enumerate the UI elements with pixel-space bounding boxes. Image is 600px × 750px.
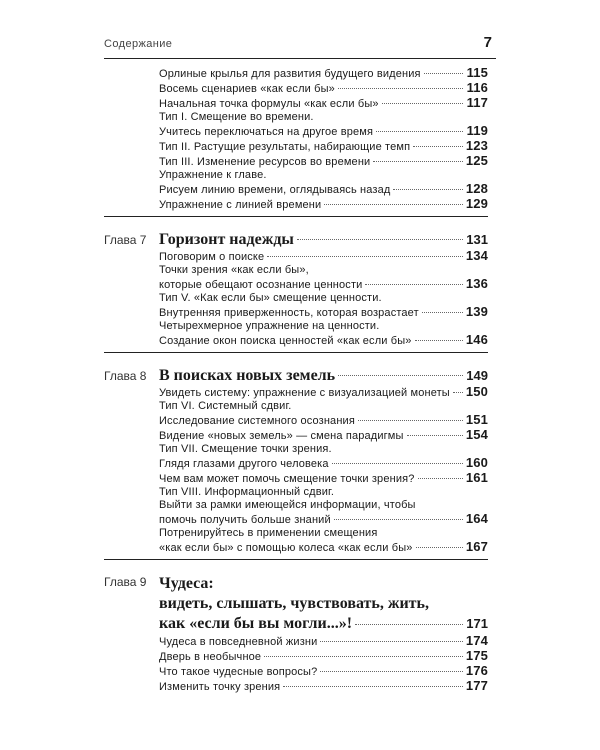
- toc-entry[interactable]: [159, 169, 488, 197]
- toc-entry[interactable]: [159, 634, 488, 649]
- entry-last-line: [159, 413, 488, 428]
- page-ref: 151: [465, 412, 488, 427]
- page-ref: 131: [466, 232, 488, 247]
- header-divider: [104, 58, 496, 59]
- chapter-label: Глава 8: [104, 369, 147, 383]
- page-ref: 128: [465, 181, 488, 196]
- chapter-heading[interactable]: [104, 367, 488, 385]
- entry-text: Дверь в необычное: [159, 651, 262, 663]
- entry-last-line: [159, 124, 488, 139]
- entry-text-line: Тип I. Смещение во времени.: [159, 111, 314, 123]
- entry-last-line: [159, 456, 488, 471]
- page-ref: 123: [465, 138, 488, 153]
- dot-leader: [332, 463, 463, 464]
- dot-leader: [355, 624, 463, 625]
- toc-entry[interactable]: [159, 81, 488, 96]
- toc-section: [104, 367, 488, 560]
- entry-text: как «если бы вы могли...»!: [159, 615, 353, 632]
- page-ref: 154: [465, 427, 488, 442]
- entry-text: «как если бы» с помощью колеса «как если бы»: [159, 542, 413, 554]
- page-number: 7: [483, 34, 492, 51]
- page-ref: 160: [465, 455, 488, 470]
- entry-text: Что такое чудесные вопросы?: [159, 666, 318, 678]
- entry-text: которые обещают осознание ценности: [159, 279, 363, 291]
- page-ref: 115: [466, 65, 488, 80]
- chapter-title-line: видеть, слышать, чувствовать, жить,: [159, 595, 429, 612]
- chapter-title-line: Чудеса:: [159, 575, 214, 592]
- dot-leader: [338, 375, 463, 376]
- toc-entry[interactable]: [159, 139, 488, 154]
- dot-leader: [264, 656, 463, 657]
- page-ref: 116: [466, 80, 488, 95]
- entry-last-line: [159, 428, 488, 443]
- toc-entry[interactable]: [159, 486, 488, 527]
- page-ref: 136: [465, 276, 488, 291]
- page-ref: 161: [465, 470, 488, 485]
- entry-text: Упражнение с линией времени: [159, 199, 322, 211]
- toc-entry[interactable]: [159, 385, 488, 400]
- entry-text: Тип III. Изменение ресурсов во времени: [159, 156, 371, 168]
- entry-text-line: Упражнение к главе.: [159, 169, 267, 181]
- toc-entry[interactable]: [159, 400, 488, 428]
- dot-leader: [358, 420, 463, 421]
- chapter-heading[interactable]: [104, 231, 488, 249]
- entry-text: Учитесь переключаться на другое время: [159, 126, 374, 138]
- dot-leader: [338, 88, 463, 89]
- page-ref: 177: [465, 678, 488, 693]
- entry-text-line: Точки зрения «как если бы»,: [159, 264, 309, 276]
- page-ref: 171: [466, 616, 488, 631]
- toc-section: [104, 574, 488, 698]
- toc-entry[interactable]: [159, 197, 488, 212]
- entry-text-line: Тип VII. Смещение точки зрения.: [159, 443, 332, 455]
- entry-text-line: Потренируйтесь в применении смещения: [159, 527, 378, 539]
- entry-text: Изменить точку зрения: [159, 681, 281, 693]
- page-ref: 174: [465, 633, 488, 648]
- page-ref: 139: [465, 304, 488, 319]
- entry-text: помочь получить больше знаний: [159, 514, 331, 526]
- entry-last-line: [159, 634, 488, 649]
- page-ref: 150: [465, 384, 488, 399]
- dot-leader: [324, 204, 463, 205]
- entry-last-line: [159, 249, 488, 264]
- toc-entry[interactable]: [159, 154, 488, 169]
- entry-text: Орлиные крылья для развития будущего видения: [159, 68, 421, 80]
- entry-last-line: [159, 333, 488, 348]
- dot-leader: [382, 103, 463, 104]
- chapter-label: Глава 9: [104, 575, 147, 589]
- page-ref: 167: [465, 539, 488, 554]
- entry-last-line: [159, 664, 488, 679]
- chapter-title: Горизонт надежды: [159, 231, 294, 248]
- entry-text-line: Тип VI. Системный сдвиг.: [159, 400, 292, 412]
- entry-text: Восемь сценариев «как если бы»: [159, 83, 335, 95]
- entry-last-line: [159, 277, 488, 292]
- dot-leader: [393, 189, 462, 190]
- entry-text: Исследование системного осознания: [159, 415, 355, 427]
- entry-text: Глядя глазами другого человека: [159, 458, 329, 470]
- dot-leader: [334, 519, 463, 520]
- dot-leader: [320, 641, 462, 642]
- dot-leader: [453, 392, 463, 393]
- entry-text: Внутренняя приверженность, которая возрастает: [159, 307, 419, 319]
- toc-entry[interactable]: [159, 428, 488, 443]
- page-ref: 129: [465, 196, 488, 211]
- entry-text: Чудеса в повседневной жизни: [159, 636, 318, 648]
- entry-last-line: [159, 471, 488, 486]
- entry-last-line: [159, 154, 488, 169]
- dot-leader: [407, 435, 463, 436]
- entry-last-line: [159, 81, 488, 96]
- entry-text: Рисуем линию времени, оглядываясь назад: [159, 184, 391, 196]
- entry-text: Тип II. Растущие результаты, набирающие темп: [159, 141, 411, 153]
- entry-text: Создание окон поиска ценностей «как если бы»: [159, 335, 412, 347]
- page-ref: 146: [465, 332, 488, 347]
- entry-text: Увидеть систему: упражнение с визуализацией монеты: [159, 387, 450, 399]
- toc-entry[interactable]: [159, 527, 488, 555]
- page-ref: 176: [465, 663, 488, 678]
- page-ref: 117: [466, 95, 488, 110]
- toc-entry[interactable]: [159, 649, 488, 664]
- entry-last-line: [159, 614, 488, 634]
- toc-entry[interactable]: [159, 66, 488, 81]
- chapter-heading[interactable]: [104, 574, 488, 634]
- toc-section: [104, 231, 488, 353]
- entry-last-line: [159, 139, 488, 154]
- page-ref: 125: [465, 153, 488, 168]
- dot-leader: [424, 73, 463, 74]
- toc-entry[interactable]: [159, 471, 488, 486]
- entry-text-line: Четырехмерное упражнение на ценности.: [159, 320, 380, 332]
- toc-section: [104, 66, 488, 217]
- dot-leader: [320, 671, 463, 672]
- entry-last-line: [159, 512, 488, 527]
- dot-leader: [297, 239, 463, 240]
- dot-leader: [415, 340, 463, 341]
- chapter-title: [159, 574, 488, 634]
- page-ref: 149: [466, 368, 488, 383]
- page-ref: 119: [466, 123, 488, 138]
- toc-entry[interactable]: [159, 664, 488, 679]
- entry-last-line: [159, 649, 488, 664]
- entry-last-line: [159, 679, 488, 694]
- chapter-title: В поисках новых земель: [159, 367, 336, 384]
- entry-text: Видение «новых земель» — смена парадигмы: [159, 430, 404, 442]
- entry-text: Поговорим о поиске: [159, 251, 265, 263]
- running-head-title: Содержание: [104, 38, 173, 50]
- dot-leader: [267, 256, 463, 257]
- chapter-label: Глава 7: [104, 233, 147, 247]
- dot-leader: [373, 161, 463, 162]
- dot-leader: [418, 478, 463, 479]
- toc-entry[interactable]: [159, 96, 488, 111]
- entry-last-line: [159, 540, 488, 555]
- entry-last-line: [159, 197, 488, 212]
- toc-entry[interactable]: [159, 679, 488, 694]
- entry-text-line: Тип V. «Как если бы» смещение ценности.: [159, 292, 382, 304]
- toc-entry[interactable]: [159, 320, 488, 348]
- page-ref: 164: [465, 511, 488, 526]
- entry-text: Начальная точка формулы «как если бы»: [159, 98, 379, 110]
- entry-text-line: Тип VIII. Информационный сдвиг.: [159, 486, 335, 498]
- table-of-contents: [104, 66, 488, 712]
- dot-leader: [416, 547, 463, 548]
- toc-entry[interactable]: [159, 111, 488, 139]
- page-ref: 134: [465, 248, 488, 263]
- entry-last-line: [159, 305, 488, 320]
- dot-leader: [283, 686, 463, 687]
- toc-entry[interactable]: [159, 443, 488, 471]
- entry-last-line: [159, 182, 488, 197]
- entry-last-line: [159, 66, 488, 81]
- dot-leader: [422, 312, 463, 313]
- entry-last-line: [159, 96, 488, 111]
- entry-text: Чем вам может помочь смещение точки зрения?: [159, 473, 415, 485]
- toc-entry[interactable]: [159, 264, 488, 292]
- toc-entry[interactable]: [159, 292, 488, 320]
- dot-leader: [376, 131, 463, 132]
- entry-last-line: [159, 385, 488, 400]
- page-ref: 175: [465, 648, 488, 663]
- toc-entry[interactable]: [159, 249, 488, 264]
- dot-leader: [413, 146, 463, 147]
- entry-text-line: Выйти за рамки имеющейся информации, чтобы: [159, 499, 416, 511]
- dot-leader: [365, 284, 462, 285]
